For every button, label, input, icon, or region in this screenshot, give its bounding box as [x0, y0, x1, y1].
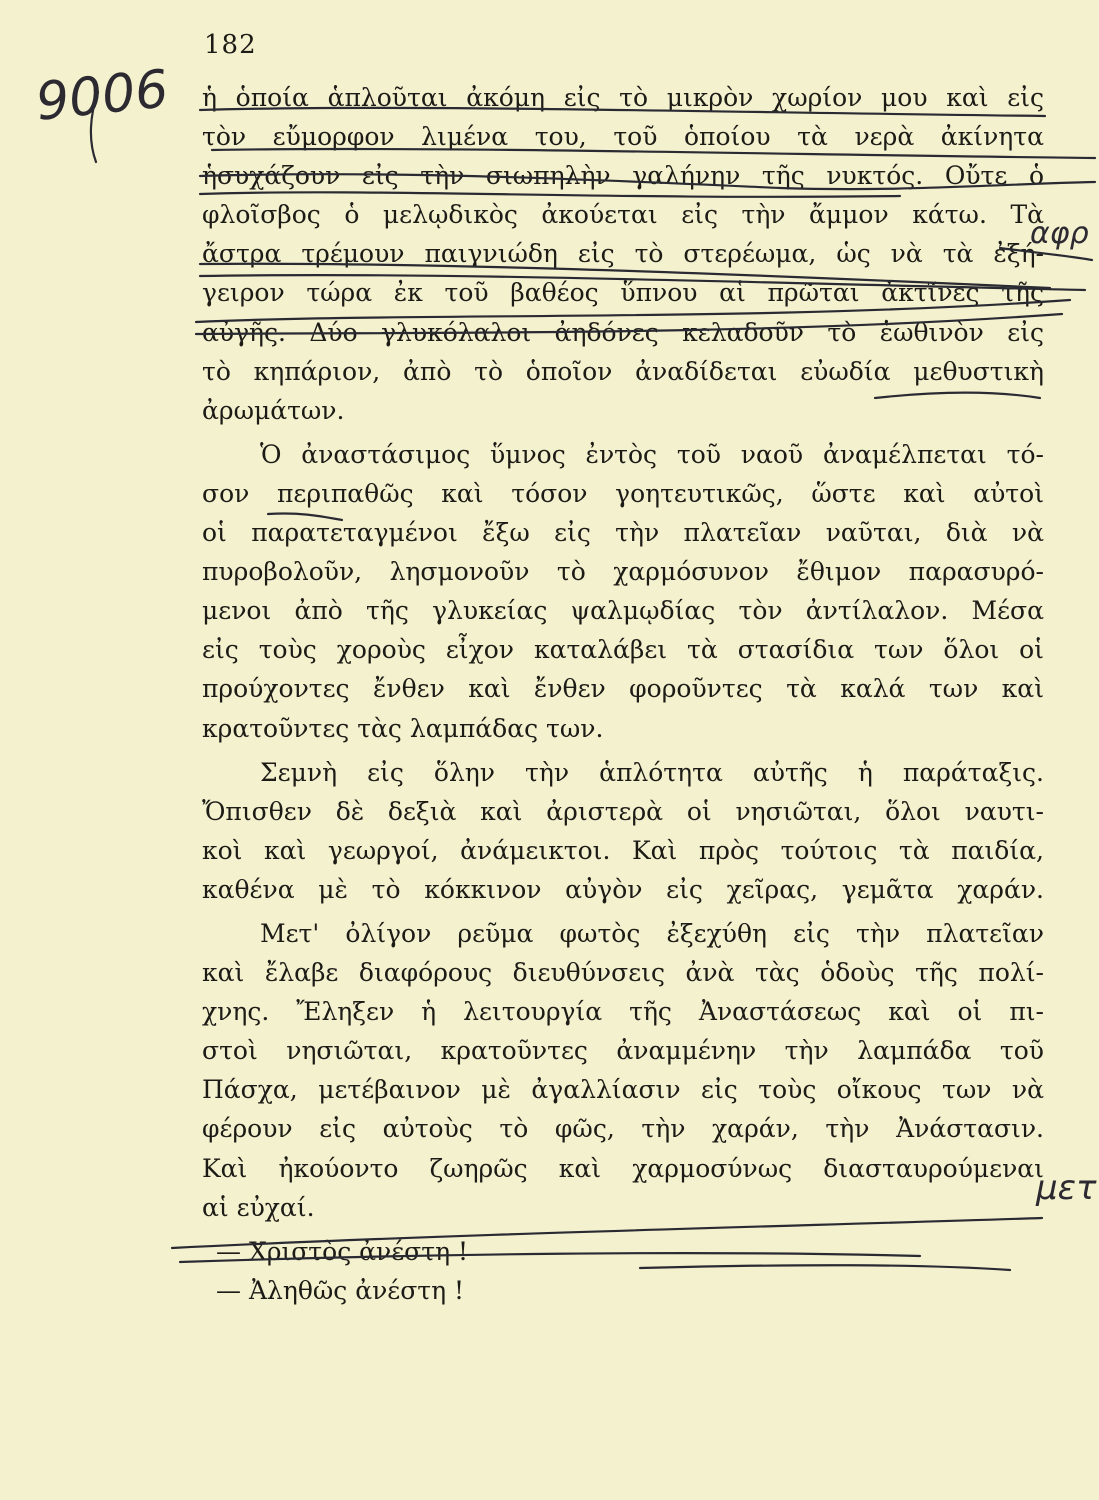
text-line: σον περιπαθῶς καὶ τόσον γοητευτικῶς, ὥστε καὶ αὐτοὶ [202, 478, 1044, 508]
paragraph-1 [202, 78, 1044, 430]
text-line: γειρον τώρα ἐκ τοῦ βαθέος ὕπνου αἱ πρῶται ἀκτῖνες τῆς [202, 278, 1044, 308]
handwritten-note: αφρ [1030, 216, 1089, 251]
text-line: τὸ κηπάριον, ἀπὸ τὸ ὁποῖον ἀναδίδεται εὐωδία μεθυστικὴ [202, 356, 1044, 386]
text-line: καὶ ἔλαβε διαφόρους διευθύνσεις ἀνὰ τὰς ὁδοὺς τῆς πολί- [202, 958, 1044, 988]
text-line: Σεμνὴ εἰς ὅλην τὴν ἁπλότητα αὐτῆς ἡ παράταξις. [260, 757, 1044, 787]
text-line: φλοῖσβος ὁ μελῳδικὸς ἀκούεται εἰς τὴν ἄμμον κάτω. Τὰ [202, 200, 1044, 230]
paragraph-4 [202, 914, 1044, 1227]
text-line: φέρουν εἰς αὐτοὺς τὸ φῶς, τὴν χαράν, τὴν Ἀνάστασιν. [202, 1114, 1044, 1144]
dialogue-line: — Ἀληθῶς ἀνέστη ! [216, 1275, 465, 1305]
text-line: κρατοῦντες τὰς λαμπάδας των. [202, 713, 604, 743]
text-line: μενοι ἀπὸ τῆς γλυκείας ψαλμῳδίας τὸν ἀντίλαλον. Μέσα [202, 596, 1044, 626]
dialogue-line: — Χριστὸς ἀνέστη ! [216, 1236, 469, 1266]
text-line: κοὶ καὶ γεωργοί, ἀνάμεικτοι. Καὶ πρὸς τούτοις τὰ παιδία, [202, 835, 1044, 865]
text-line: Καὶ ἠκούοντο ζωηρῶς καὶ χαρμοσύνως διασταυρούμεναι [202, 1153, 1044, 1183]
handwritten-note: μετ [1036, 1168, 1097, 1208]
paragraph-3 [202, 753, 1044, 909]
text-line: Μετ' ὀλίγον ρεῦμα φωτὸς ἐξεχύθη εἰς τὴν πλατεῖαν [260, 918, 1044, 948]
handwritten-note: 9006 [33, 59, 172, 133]
text-line: αὐγῆς. Δύο γλυκόλαλοι ἀηδόνες κελαδοῦν τὸ ἑωθινὸν εἰς [202, 317, 1044, 347]
text-line: πυροβολοῦν, λησμονοῦν τὸ χαρμόσυνον ἔθιμον παρασυρό- [202, 557, 1044, 587]
text-line: στοὶ νησιῶται, κρατοῦντες ἀναμμένην τὴν λαμπάδα τοῦ [202, 1036, 1044, 1066]
text-line: Ὁ ἀναστάσιμος ὕμνος ἐντὸς τοῦ ναοῦ ἀναμέλπεται τό- [260, 439, 1044, 469]
dialogue [202, 1232, 1044, 1310]
paragraph-2 [202, 435, 1044, 748]
text-line: Ὄπισθεν δὲ δεξιὰ καὶ ἀριστερὰ οἱ νησιῶται, ὅλοι ναυτι- [202, 796, 1044, 826]
text-line: ἄστρα τρέμουν παιγνιώδη εἰς τὸ στερέωμα, ὡς νὰ τὰ ἐξή- [202, 239, 1044, 269]
page-number: 182 [204, 30, 257, 60]
text-line: ἀρωμάτων. [202, 395, 345, 425]
text-line: ἡ ὁποία ἁπλοῦται ἀκόμη εἰς τὸ μικρὸν χωρίον μου καὶ εἰς [202, 83, 1044, 112]
body-text [202, 78, 1044, 1310]
text-line: χνης. Ἔληξεν ἡ λειτουργία τῆς Ἀναστάσεως καὶ οἱ πι- [202, 997, 1044, 1027]
text-line: τὸν εὔμορφον λιμένα του, τοῦ ὁποίου τὰ νερὰ ἀκίνητα [202, 122, 1044, 152]
text-line: ἡσυχάζουν εἰς τὴν σιωπηλὴν γαλήνην τῆς νυκτός. Οὔτε ὁ [202, 161, 1044, 191]
text-line: αἱ εὐχαί. [202, 1192, 315, 1222]
text-line: καθένα μὲ τὸ κόκκινον αὐγὸν εἰς χεῖρας, γεμᾶτα χαράν. [202, 874, 1044, 904]
text-line: προύχοντες ἔνθεν καὶ ἔνθεν φοροῦντες τὰ καλά των καὶ [202, 674, 1044, 704]
text-line: εἰς τοὺς χοροὺς εἶχον καταλάβει τὰ στασίδια των ὅλοι οἱ [202, 635, 1044, 665]
text-line: Πάσχα, μετέβαινον μὲ ἀγαλλίασιν εἰς τοὺς οἴκους των νὰ [202, 1075, 1044, 1105]
text-line: οἱ παρατεταγμένοι ἔξω εἰς τὴν πλατεῖαν ναῦται, διὰ νὰ [202, 518, 1044, 548]
